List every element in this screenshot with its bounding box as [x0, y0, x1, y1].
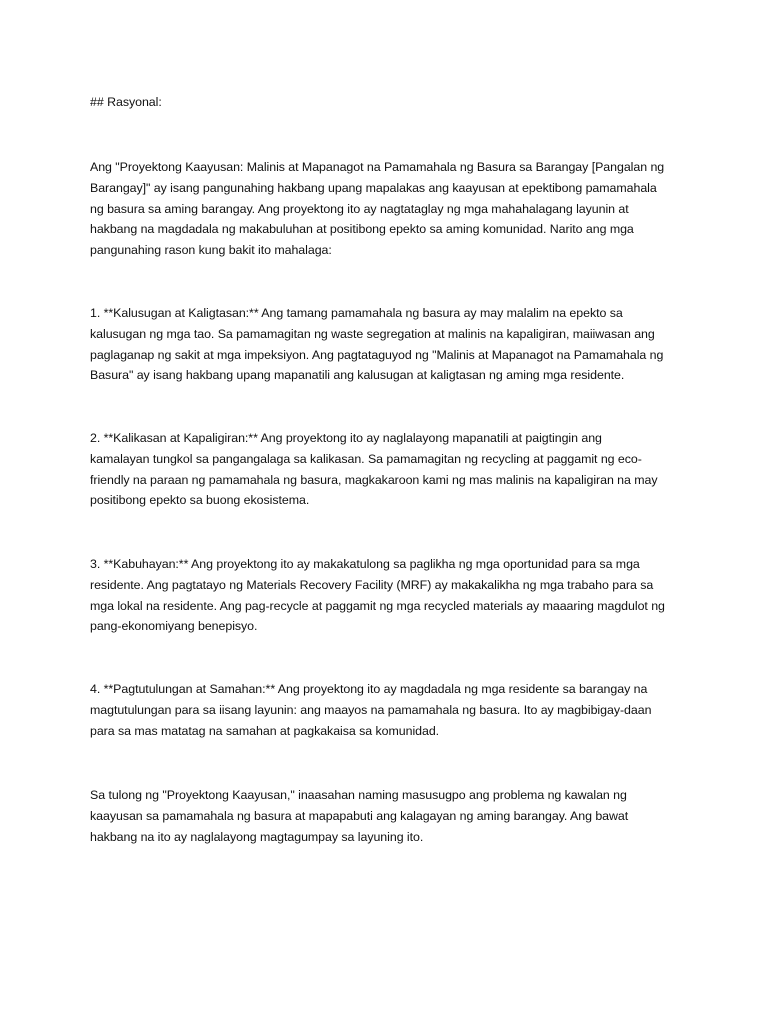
paragraph-line: Ang "Proyektong Kaayusan: Malinis at Mapanagot na Pamamahala ng Basura sa Barangay [Pangalan ng — [90, 160, 665, 174]
section-heading-text: ## Rasyonal: — [90, 95, 162, 109]
paragraph-line: residente. Ang pagtatayo ng Materials Recovery Facility (MRF) ay makakalikha ng mga trabaho para sa — [90, 577, 654, 592]
closing-paragraph — [90, 785, 700, 847]
paragraph-line: Barangay]" ay isang pangunahing hakbang upang mapalakas ang kaayusan at epektibong pamamahala — [90, 180, 657, 195]
paragraph-line: paglaganap ng sakit at mga impeksiyon. Ang pagtataguyod ng "Malinis at Mapanagot na Pamamahala ng — [90, 347, 664, 362]
paragraph-line: kalusugan ng mga tao. Sa pamamagitan ng waste segregation at malinis na kapaligiran, maiiwasan ang — [90, 326, 655, 341]
paragraph-line: Basura" ay isang hakbang upang mapanatili ang kalusugan at kaligtasan ng aming mga residente. — [90, 368, 625, 383]
section-heading — [90, 92, 700, 113]
reason-paragraph-2 — [90, 428, 700, 511]
reason-paragraph-3 — [90, 554, 700, 637]
paragraph-line: kaayusan sa pamamahala ng basura at mapapabuti ang kalagayan ng aming barangay. Ang bawat — [90, 808, 629, 823]
paragraph-line: hakbang na ito ay naglalayong magtagumpay sa layuning ito. — [90, 829, 424, 844]
paragraph-line: pang-ekonomiyang benepisyo. — [90, 619, 258, 634]
paragraph-line: hakbang na magdadala ng makabuluhan at positibong epekto sa aming komunidad. Narito ang mga — [90, 222, 634, 237]
paragraph-line: positibong epekto sa buong ekosistema. — [90, 493, 310, 508]
paragraph-line: pangunahing rason kung bakit ito mahalaga: — [90, 243, 332, 258]
paragraph-line: 3. **Kabuhayan:** Ang proyektong ito ay makakatulong sa paglikha ng mga oportunidad para sa mga — [90, 557, 640, 571]
paragraph-line: 1. **Kalusugan at Kaligtasan:** Ang tamang pamamahala ng basura ay may malalim na epekto sa — [90, 306, 623, 320]
paragraph-line: 2. **Kalikasan at Kapaligiran:** Ang proyektong ito ay naglalayong mapanatili at paigtingin ang — [90, 431, 602, 445]
paragraph-line: mga lokal na residente. Ang pag-recycle at paggamit ng mga recycled materials ay maaaring magdulot ng — [90, 598, 665, 613]
paragraph-line: Sa tulong ng "Proyektong Kaayusan," inaasahan naming masusugpo ang problema ng kawalan ng — [90, 788, 627, 802]
paragraph-line: para sa mas matatag na samahan at pagkakaisa sa komunidad. — [90, 723, 440, 738]
intro-paragraph — [90, 157, 700, 261]
reason-paragraph-1 — [90, 303, 700, 386]
paragraph-line: friendly na paraan ng pamamahala ng basura, magkakaroon kami ng mas malinis na kapaligiran na may — [90, 472, 658, 487]
paragraph-line: magtutulungan para sa iisang layunin: ang maayos na pamamahala ng basura. Ito ay magbibigay-daan — [90, 702, 652, 717]
reason-paragraph-4 — [90, 679, 700, 741]
paragraph-line: kamalayan tungkol sa pangangalaga sa kalikasan. Sa pamamagitan ng recycling at paggamit ng eco- — [90, 451, 642, 466]
paragraph-line: 4. **Pagtutulungan at Samahan:** Ang proyektong ito ay magdadala ng mga residente sa barangay na — [90, 682, 648, 696]
paragraph-line: ng basura sa aming barangay. Ang proyektong ito ay nagtataglay ng mga mahahalagang layunin at — [90, 201, 629, 216]
